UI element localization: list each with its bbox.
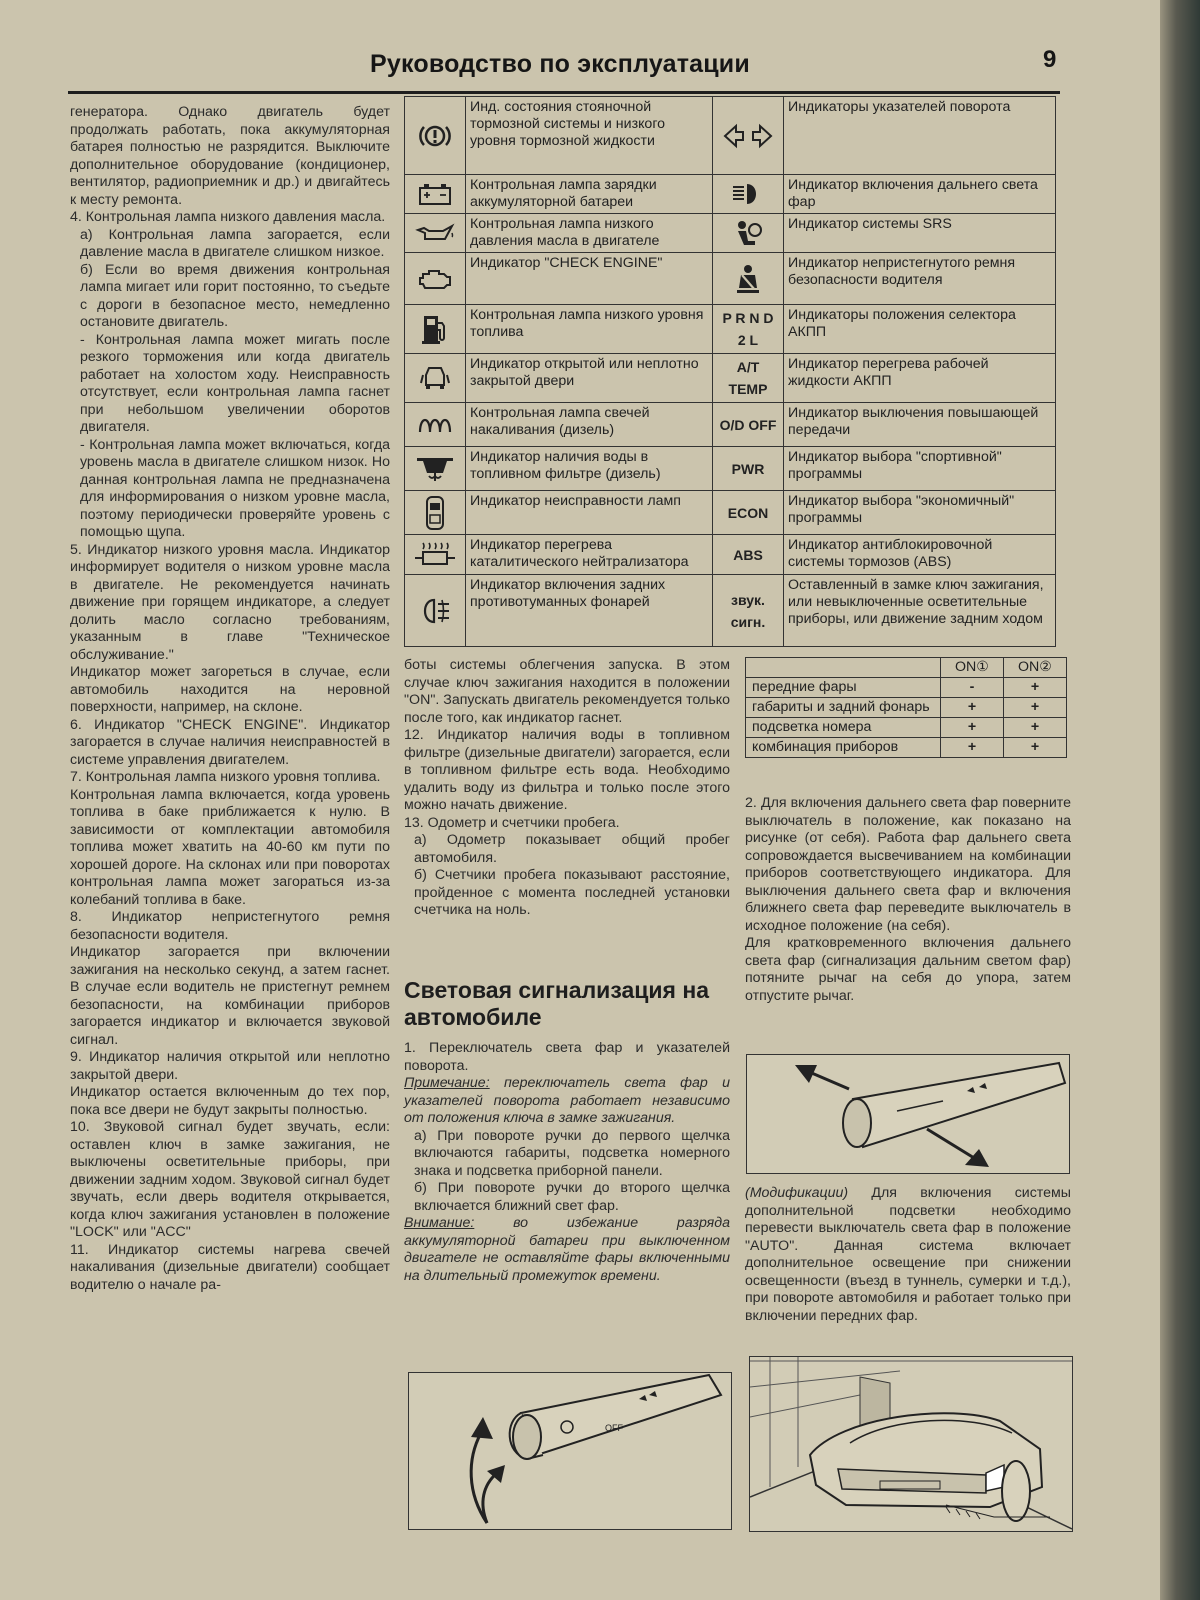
modification-label: (Модификации) bbox=[745, 1185, 849, 1201]
indicator-table bbox=[404, 96, 1056, 647]
indicator-description: Индикатор системы SRS bbox=[784, 214, 1056, 253]
table-row bbox=[405, 214, 1056, 253]
bulb-failure-icon bbox=[405, 491, 466, 535]
paragraph: б) Если во время движения контрольная лампа мигает или горит постоянно, то съедьте с дороги в безопасное место, немедленно остановите двигатель. bbox=[80, 261, 390, 330]
engine-icon bbox=[405, 253, 466, 305]
indicator-description: Индикатор непристегнутого ремня безопасности водителя bbox=[784, 253, 1056, 305]
paragraph bbox=[745, 1185, 1071, 1325]
pwr-code: PWR bbox=[713, 447, 784, 491]
table-row bbox=[405, 575, 1056, 647]
note bbox=[404, 1075, 730, 1128]
paragraph: 2. Для включения дальнего света фар поверните выключатель в положение, как показано на рисунке (от себя). Работа фар дальнего света сопровождается высвечиванием на комбинации приборов соответствующего индикатора. Для выключения дальнего света фар и включения ближнего света фар переведите выключатель в исходное положение (на себя). bbox=[745, 795, 1071, 934]
note-text: переключатель света фар и указателей поворота работает независимо от положения ключа в замке зажигания. bbox=[404, 1075, 730, 1126]
paragraph: 6. Индикатор "CHECK ENGINE". Индикатор загорается в случае наличия неисправностей в системе управления двигателем. bbox=[70, 716, 390, 768]
table-row bbox=[405, 354, 1056, 403]
table-row bbox=[405, 447, 1056, 491]
paragraph: 7. Контрольная лампа низкого уровня топлива. bbox=[70, 769, 381, 785]
column-left-text bbox=[70, 104, 390, 1294]
airbag-icon bbox=[713, 214, 784, 253]
table-row bbox=[405, 253, 1056, 305]
table-cell: - bbox=[941, 678, 1004, 698]
door-open-icon bbox=[405, 354, 466, 403]
page-number: 9 bbox=[1043, 46, 1057, 73]
sound-signal-code: звук. сигн. bbox=[713, 575, 784, 647]
indicator-description: Индикатор неисправности ламп bbox=[466, 491, 713, 535]
paragraph: - Контрольная лампа может включаться, когда уровень масла в двигателе слишком низок. Но данная контрольная лампа не предназначена для информирования о низком уровне масла, поэтому периодически проверяйте уровень с помощью щупа. bbox=[80, 436, 390, 540]
od-off-code: O/D OFF bbox=[713, 403, 784, 447]
paragraph: боты системы облегчения запуска. В этом случае ключ зажигания находится в положении "ON". Запускать двигатель рекомендуется только после того, как индикатор гаснет. bbox=[404, 657, 730, 726]
paragraph: Индикатор остается включенным до тех пор, пока все двери не будут закрыты полностью. bbox=[70, 1084, 390, 1118]
indicator-description: Индикатор "CHECK ENGINE" bbox=[466, 253, 713, 305]
indicator-description: Индикатор антиблокировочной системы тормозов (ABS) bbox=[784, 535, 1056, 575]
high-beam-icon bbox=[713, 175, 784, 214]
indicator-description: Контрольная лампа низкого уровня топлива bbox=[466, 305, 713, 354]
paragraph-text: Для включения системы дополнительной подсветки необходимо перевести выключатель света фар в положение "AUTO". Данная система включает дополнительное освещение при снижении освещенности (въезд в туннель, сумерки и т.д.), при повороте автомобиля и работает только при включении передних фар. bbox=[745, 1185, 1071, 1324]
indicator-description: Индикатор открытой или неплотно закрытой двери bbox=[466, 354, 713, 403]
paragraph: Контрольная лампа включается, когда уровень топлива в баке приближается к нулю. В зависимости от комплектации автомобиля топлива может хватить на 40-60 км пути по хорошей дороге. На склонах или при поворотах контрольная лампа может загораться из-за колебаний топлива в баке. bbox=[70, 786, 390, 908]
econ-code: ECON bbox=[713, 491, 784, 535]
page-header-title: Руководство по эксплуатации bbox=[370, 50, 750, 78]
paragraph: Индикатор может загореться в случае, если автомобиль находится на неровной поверхности, например, на склоне. bbox=[70, 664, 390, 715]
paragraph: Индикатор загорается при включении зажигания на несколько секунд, а затем гаснет. В случае если водитель не пристегнут ремнем безопасности, на комбинации приборов загорается индикатор и включается звуковой сигнал. bbox=[70, 944, 390, 1048]
column-right-text bbox=[745, 795, 1071, 1005]
indicator-description: Индикаторы указателей поворота bbox=[784, 97, 1056, 175]
indicator-description: Контрольная лампа свечей накаливания (дизель) bbox=[466, 403, 713, 447]
oil-can-icon bbox=[405, 214, 466, 253]
table-row bbox=[405, 175, 1056, 214]
water-in-fuel-icon bbox=[405, 447, 466, 491]
switch-off-label: OFF bbox=[605, 1423, 623, 1433]
table-row bbox=[405, 491, 1056, 535]
fuel-pump-icon bbox=[405, 305, 466, 354]
high-beam-lever-figure bbox=[746, 1054, 1070, 1174]
table-row bbox=[746, 678, 1067, 698]
table-row bbox=[746, 738, 1067, 758]
indicator-description: Индикатор выбора "экономичный" программы bbox=[784, 491, 1056, 535]
table-row bbox=[405, 97, 1056, 175]
battery-icon bbox=[405, 175, 466, 214]
indicator-description: Индикатор наличия воды в топливном фильтре (дизель) bbox=[466, 447, 713, 491]
table-cell: + bbox=[1004, 718, 1067, 738]
table-cell: + bbox=[941, 718, 1004, 738]
table-cell: + bbox=[941, 738, 1004, 758]
column-right-text-lower bbox=[745, 1185, 1071, 1325]
table-row bbox=[405, 535, 1056, 575]
indicator-description: Индикатор включения задних противотуманных фонарей bbox=[466, 575, 713, 647]
paragraph: 9. Индикатор наличия открытой или неплотно закрытой двери. bbox=[70, 1049, 390, 1083]
header-rule bbox=[68, 91, 1060, 94]
selector-position-code: P R N D 2 L bbox=[713, 305, 784, 354]
paragraph: генератора. Однако двигатель будет продолжать работать, пока аккумуляторная батарея полностью не разрядится. Выключите дополнительное оборудование (кондиционер, вентилятор, радиоприемник и др.) и двигайтесь к месту ремонта. bbox=[70, 104, 390, 208]
table-row bbox=[405, 305, 1056, 354]
paragraph: 8. Индикатор непристегнутого ремня безопасности водителя. bbox=[70, 909, 390, 943]
table-header-row bbox=[746, 658, 1067, 678]
paragraph: б) Счетчики пробега показывают расстояние, пройденное с момента последней установки счетчика на ноль. bbox=[414, 867, 730, 918]
switch-rotation-figure bbox=[408, 1372, 732, 1530]
table-cell: комбинация приборов bbox=[746, 738, 941, 758]
light-switch-table bbox=[745, 657, 1067, 758]
paragraph: 4. Контрольная лампа низкого давления масла. bbox=[70, 209, 386, 225]
table-cell: + bbox=[941, 698, 1004, 718]
table-cell: подсветка номера bbox=[746, 718, 941, 738]
switch-rotation-drawing bbox=[409, 1373, 731, 1529]
high-beam-lever-drawing bbox=[747, 1055, 1069, 1173]
catalyst-overheat-icon bbox=[405, 535, 466, 575]
paragraph: 5. Индикатор низкого уровня масла. Индикатор информирует водителя о низком уровне масла в двигателе. Не рекомендуется начинать движение при горящем индикаторе, а следует долить масло согласно требованиям, указанным в главе "Техническое обслуживание." bbox=[70, 541, 390, 663]
indicator-description: Контрольная лампа зарядки аккумуляторной батареи bbox=[466, 175, 713, 214]
section-title: Световая сигнализация на автомобиле bbox=[404, 977, 710, 1030]
indicator-description: Контрольная лампа низкого давления масла в двигателе bbox=[466, 214, 713, 253]
note-label: Примечание: bbox=[404, 1075, 490, 1091]
road-scene-drawing bbox=[750, 1357, 1072, 1531]
indicator-description: Оставленный в замке ключ зажигания, или невыключенные осветительные приборы, или движение задним ходом bbox=[784, 575, 1056, 647]
turn-signal-arrows-icon bbox=[713, 97, 784, 175]
warning bbox=[404, 1215, 730, 1285]
book-spine-edge bbox=[1160, 0, 1200, 1600]
table-header bbox=[746, 658, 941, 678]
table-cell: + bbox=[1004, 678, 1067, 698]
column-middle-text bbox=[404, 657, 730, 920]
table-row bbox=[746, 698, 1067, 718]
abs-code: ABS bbox=[713, 535, 784, 575]
paragraph: а) При повороте ручки до первого щелчка включаются габариты, подсветка номерного знака и подсветка приборной панели. bbox=[414, 1127, 730, 1179]
paragraph: 1. Переключатель света фар и указателей поворота. bbox=[404, 1040, 730, 1074]
table-header: ON① bbox=[941, 658, 1004, 678]
table-cell: габариты и задний фонарь bbox=[746, 698, 941, 718]
column-middle-text-lower bbox=[404, 1040, 730, 1285]
paragraph: - Контрольная лампа может мигать после резкого торможения или когда двигатель работает на холостом ходу. Неисправность отсутствует, если контрольная лампа гаснет при небольшом увеличении оборотов двигателя. bbox=[80, 331, 390, 435]
auto-lighting-road-figure bbox=[749, 1356, 1073, 1532]
warning-text: во избежание разряда аккумуляторной батареи при выключенном двигателе не оставляйте фары включенными на длительный промежуток времени. bbox=[404, 1215, 730, 1284]
table-cell: + bbox=[1004, 738, 1067, 758]
table-header: ON② bbox=[1004, 658, 1067, 678]
glow-plug-icon bbox=[405, 403, 466, 447]
table-cell: передние фары bbox=[746, 678, 941, 698]
paragraph: Для кратковременного включения дальнего света фар (сигнализация дальним светом фар) потяните рычаг на себя до упора, затем отпустите рычаг. bbox=[745, 935, 1071, 1004]
paragraph: а) Одометр показывает общий пробег автомобиля. bbox=[414, 832, 730, 866]
indicator-description: Инд. состояния стояночной тормозной системы и низкого уровня тормозной жидкости bbox=[466, 97, 713, 175]
at-temp-code: A/T TEMP bbox=[713, 354, 784, 403]
warning-label: Внимание: bbox=[404, 1215, 475, 1231]
indicator-description: Индикатор выбора "спортивной" программы bbox=[784, 447, 1056, 491]
paragraph: 12. Индикатор наличия воды в топливном фильтре (дизельные двигатели) загорается, если в топливном фильтре есть вода. Необходимо удалить воду из фильтра и только после этого можно начать движение. bbox=[404, 727, 730, 813]
seatbelt-icon bbox=[713, 253, 784, 305]
paragraph: 10. Звуковой сигнал будет звучать, если: оставлен ключ в замке зажигания, не выключены осветительные приборы, при движении задним ходом. Звуковой сигнал будет звучать, если дверь водителя открывается, когда ключ зажигания установлен в положение "LOCK" или "ACC" bbox=[70, 1119, 390, 1240]
parking-brake-icon bbox=[405, 97, 466, 175]
paragraph: 13. Одометр и счетчики пробега. bbox=[404, 814, 620, 831]
table-cell: + bbox=[1004, 698, 1067, 718]
rear-fog-icon bbox=[405, 575, 466, 647]
indicator-description: Индикатор включения дальнего света фар bbox=[784, 175, 1056, 214]
table-row bbox=[405, 403, 1056, 447]
paragraph: б) При повороте ручки до второго щелчка включается ближний свет фар. bbox=[414, 1180, 730, 1214]
indicator-description: Индикатор выключения повышающей передачи bbox=[784, 403, 1056, 447]
table-row bbox=[746, 718, 1067, 738]
paragraph: а) Контрольная лампа загорается, если давление масла в двигателе слишком низкое. bbox=[80, 226, 390, 260]
indicator-description: Индикаторы положения селектора АКПП bbox=[784, 305, 1056, 354]
indicator-description: Индикатор перегрева рабочей жидкости АКПП bbox=[784, 354, 1056, 403]
indicator-description: Индикатор перегрева каталитического нейтрализатора bbox=[466, 535, 713, 575]
paragraph: 11. Индикатор системы нагрева свечей накаливания (дизельные двигатели) сообщает водителю о начале ра- bbox=[70, 1241, 390, 1293]
